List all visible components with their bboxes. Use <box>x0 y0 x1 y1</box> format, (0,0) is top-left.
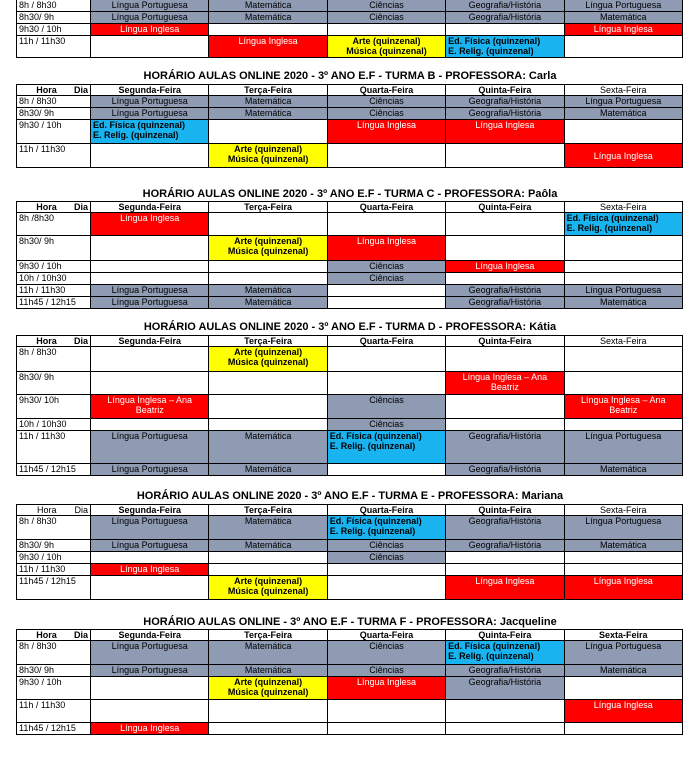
column-header: Quinta-Feira <box>446 336 564 347</box>
table-row <box>17 36 683 58</box>
hour-cell: 11h / 11h30 <box>17 431 91 464</box>
subject-line: E. Relig. (quinzenal) <box>448 46 534 56</box>
subject-cell <box>564 564 682 576</box>
subject-cell: Língua Portuguesa <box>564 431 682 464</box>
subject-cell: Língua Portuguesa <box>91 297 209 309</box>
hour-cell: 11h / 11h30 <box>17 285 91 297</box>
subject-line: E. Relig. (quinzenal) <box>448 651 534 661</box>
subject-cell: Ciências <box>327 273 445 285</box>
subject-cell <box>209 372 327 395</box>
table-row <box>17 464 683 476</box>
schedule-table <box>16 201 683 309</box>
column-header: Sexta-Feira <box>564 336 682 347</box>
subject-cell: Língua Inglesa <box>327 236 445 261</box>
table-row <box>17 723 683 735</box>
subject-cell: Matemática <box>564 540 682 552</box>
table-row <box>17 641 683 665</box>
subject-cell: Língua Inglesa <box>446 120 564 144</box>
hour-cell: 8h30/ 9h <box>17 665 91 677</box>
subject-cell <box>209 213 327 236</box>
subject-line: Música (quinzenal) <box>227 586 309 596</box>
column-header: Quarta-Feira <box>327 505 445 516</box>
subject-cell <box>564 36 682 58</box>
subject-cell: Geografia/História <box>446 431 564 464</box>
hour-cell: 11h45 / 12h15 <box>17 576 91 600</box>
subject-cell <box>91 273 209 285</box>
hour-cell: 9h30 / 10h <box>17 24 91 36</box>
table-row <box>17 576 683 600</box>
column-header-hour: Hora Dia <box>17 630 91 641</box>
subject-cell <box>209 273 327 285</box>
subject-cell: Ciências <box>327 261 445 273</box>
column-header: Quinta-Feira <box>446 202 564 213</box>
table-row <box>17 24 683 36</box>
subject-cell <box>327 700 445 723</box>
table-row <box>17 516 683 540</box>
subject-line: E. Relig. (quinzenal) <box>329 441 416 451</box>
hour-cell: 11h / 11h30 <box>17 700 91 723</box>
hour-cell: 9h30 / 10h <box>17 120 91 144</box>
column-header: Segunda-Feira <box>91 202 209 213</box>
subject-cell <box>209 144 327 168</box>
subject-cell: Língua Inglesa <box>209 36 327 58</box>
subject-line: Arte (quinzenal) <box>234 677 303 687</box>
hour-cell: 11h45 / 12h15 <box>17 464 91 476</box>
subject-cell <box>564 677 682 700</box>
subject-cell <box>446 700 564 723</box>
subject-cell: Matemática <box>209 96 327 108</box>
subject-cell <box>91 261 209 273</box>
subject-cell <box>91 372 209 395</box>
subject-cell: Matemática <box>209 12 327 24</box>
subject-cell: Língua Inglesa <box>91 723 209 735</box>
hour-cell: 8h / 8h30 <box>17 641 91 665</box>
column-header: Terça-Feira <box>209 202 327 213</box>
schedule-table <box>16 0 683 58</box>
column-header: Sexta-Feira <box>564 202 682 213</box>
subject-cell: Geografia/História <box>446 297 564 309</box>
subject-cell: Língua Inglesa <box>564 144 682 168</box>
schedule-table <box>16 629 683 735</box>
subject-cell <box>91 700 209 723</box>
column-header: Segunda-Feira <box>91 505 209 516</box>
table-row <box>17 419 683 431</box>
subject-cell: Ciências <box>327 12 445 24</box>
subject-cell: Geografia/História <box>446 12 564 24</box>
schedule-turma-e <box>16 504 683 600</box>
subject-cell: Geografia/História <box>446 516 564 540</box>
subject-cell <box>446 347 564 372</box>
hour-cell: 9h30 / 10h <box>17 677 91 700</box>
subject-cell: Língua Inglesa – Ana Beatriz <box>446 372 564 395</box>
subject-cell <box>209 564 327 576</box>
hour-cell: 11h / 11h30 <box>17 144 91 168</box>
subject-line: Música (quinzenal) <box>227 154 309 164</box>
subject-cell: Ciências <box>327 540 445 552</box>
subject-cell <box>327 723 445 735</box>
subject-cell: Geografia/História <box>446 540 564 552</box>
table-row <box>17 395 683 419</box>
column-header: Quarta-Feira <box>327 336 445 347</box>
column-header: Quinta-Feira <box>446 505 564 516</box>
page-title: HORÁRIO AULAS ONLINE 2020 - 3º ANO E.F - TURMA B - PROFESSORA: Carla <box>143 70 557 82</box>
subject-cell <box>91 144 209 168</box>
subject-cell <box>91 36 209 58</box>
subject-cell: Língua Portuguesa <box>91 96 209 108</box>
subject-cell: Ciências <box>327 96 445 108</box>
subject-cell: Matemática <box>209 108 327 120</box>
column-header: Quinta-Feira <box>446 630 564 641</box>
subject-cell: Matemática <box>209 665 327 677</box>
hour-cell: 8h30/ 9h <box>17 108 91 120</box>
subject-cell: Matemática <box>564 108 682 120</box>
hour-cell: 11h / 11h30 <box>17 564 91 576</box>
subject-cell <box>446 723 564 735</box>
subject-cell <box>327 213 445 236</box>
subject-cell <box>209 236 327 261</box>
column-header: Quarta-Feira <box>327 202 445 213</box>
subject-cell: Matemática <box>209 641 327 665</box>
subject-cell: Ciências <box>327 419 445 431</box>
subject-cell <box>327 516 445 540</box>
header-row <box>17 630 683 641</box>
subject-cell <box>446 273 564 285</box>
subject-cell <box>564 273 682 285</box>
subject-cell <box>91 236 209 261</box>
header-row <box>17 505 683 516</box>
subject-cell: Língua Portuguesa <box>91 516 209 540</box>
schedule-turma-d <box>16 335 683 476</box>
subject-cell: Língua Inglesa <box>91 213 209 236</box>
subject-line: Música (quinzenal) <box>227 687 309 697</box>
subject-cell <box>91 677 209 700</box>
subject-cell: Matemática <box>564 665 682 677</box>
subject-cell: Ciências <box>327 665 445 677</box>
hour-cell: 8h30/ 9h <box>17 236 91 261</box>
subject-line: Arte (quinzenal) <box>234 236 303 246</box>
subject-cell <box>446 36 564 58</box>
table-row <box>17 96 683 108</box>
subject-line: Ed. Física (quinzenal) <box>448 641 541 651</box>
subject-cell <box>564 347 682 372</box>
subject-cell: Ciências <box>327 0 445 12</box>
subject-cell <box>446 641 564 665</box>
column-header-hour: Hora Dia <box>17 505 91 516</box>
subject-cell <box>327 347 445 372</box>
subject-cell: Matemática <box>564 12 682 24</box>
subject-cell: Matemática <box>209 0 327 12</box>
subject-cell <box>209 552 327 564</box>
subject-cell <box>446 419 564 431</box>
subject-cell <box>327 36 445 58</box>
subject-line: Música (quinzenal) <box>346 46 427 56</box>
subject-cell: Matemática <box>209 540 327 552</box>
hour-cell: 8h30/ 9h <box>17 372 91 395</box>
subject-cell: Língua Portuguesa <box>91 0 209 12</box>
subject-cell: Língua Inglesa <box>564 576 682 600</box>
subject-cell: Matemática <box>564 464 682 476</box>
column-header: Sexta-Feira <box>564 85 682 96</box>
hour-cell: 8h / 8h30 <box>17 516 91 540</box>
subject-cell: Língua Portuguesa <box>91 12 209 24</box>
subject-cell <box>209 347 327 372</box>
subject-line: E. Relig. (quinzenal) <box>566 223 653 233</box>
subject-cell: Matemática <box>209 285 327 297</box>
subject-cell <box>209 120 327 144</box>
subject-cell: Matemática <box>209 516 327 540</box>
column-header: Quarta-Feira <box>327 85 445 96</box>
subject-cell <box>209 395 327 419</box>
table-row <box>17 347 683 372</box>
subject-cell: Geografia/História <box>446 108 564 120</box>
subject-cell <box>564 372 682 395</box>
table-row <box>17 297 683 309</box>
subject-cell: Matemática <box>209 464 327 476</box>
page-title: HORÁRIO AULAS ONLINE 2020 - 3º ANO E.F - TURMA C - PROFESSORA: Paôla <box>142 188 558 200</box>
subject-cell <box>327 431 445 464</box>
subject-cell: Geografia/História <box>446 464 564 476</box>
subject-line: Música (quinzenal) <box>227 357 309 367</box>
subject-cell <box>446 24 564 36</box>
subject-cell <box>327 24 445 36</box>
subject-cell <box>327 144 445 168</box>
hour-cell: 8h /8h30 <box>17 213 91 236</box>
page-title: HORÁRIO AULAS ONLINE 2020 - 3º ANO E.F - TURMA E - PROFESSORA: Mariana <box>136 490 564 502</box>
table-row <box>17 213 683 236</box>
subject-cell: Língua Inglesa – Ana Beatriz <box>91 395 209 419</box>
subject-cell: Língua Portuguesa <box>91 665 209 677</box>
subject-cell <box>327 564 445 576</box>
subject-cell: Geografia/História <box>446 0 564 12</box>
subject-cell: Língua Portuguesa <box>91 108 209 120</box>
subject-line: Arte (quinzenal) <box>234 576 303 586</box>
column-header: Segunda-Feira <box>91 630 209 641</box>
page-title: HORÁRIO AULAS ONLINE - 3º ANO E.F - TURMA F - PROFESSORA: Jacqueline <box>143 616 557 628</box>
subject-cell <box>446 552 564 564</box>
subject-cell <box>91 347 209 372</box>
subject-line: E. Relig. (quinzenal) <box>93 130 179 140</box>
table-row <box>17 261 683 273</box>
subject-line: Ed. Física (quinzenal) <box>329 431 422 441</box>
subject-cell <box>446 144 564 168</box>
table-row <box>17 677 683 700</box>
header-row <box>17 336 683 347</box>
page-title: HORÁRIO AULAS ONLINE 2020 - 3º ANO E.F - TURMA D - PROFESSORA: Kátia <box>143 321 557 333</box>
table-row <box>17 0 683 12</box>
table-row <box>17 431 683 464</box>
subject-cell <box>564 261 682 273</box>
schedule-table <box>16 504 683 600</box>
subject-cell: Língua Portuguesa <box>564 96 682 108</box>
hour-cell: 8h / 8h30 <box>17 347 91 372</box>
subject-cell: Língua Portuguesa <box>564 641 682 665</box>
subject-cell: Geografia/História <box>446 285 564 297</box>
subject-cell <box>209 723 327 735</box>
header-row <box>17 202 683 213</box>
subject-cell <box>209 700 327 723</box>
subject-cell <box>209 576 327 600</box>
table-row <box>17 236 683 261</box>
table-row <box>17 120 683 144</box>
hour-cell: 9h30/ 10h <box>17 395 91 419</box>
subject-line: Ed. Física (quinzenal) <box>329 516 422 526</box>
table-row <box>17 12 683 24</box>
table-row <box>17 273 683 285</box>
subject-line: Arte (quinzenal) <box>234 144 303 154</box>
table-row <box>17 372 683 395</box>
subject-cell: Língua Inglesa – Ana Beatriz <box>564 395 682 419</box>
column-header: Terça-Feira <box>209 336 327 347</box>
subject-cell <box>91 120 209 144</box>
subject-cell <box>564 552 682 564</box>
subject-cell <box>564 723 682 735</box>
subject-line: Arte (quinzenal) <box>352 36 421 46</box>
subject-cell: Língua Portuguesa <box>91 464 209 476</box>
subject-cell <box>327 285 445 297</box>
subject-cell: Matemática <box>564 297 682 309</box>
hour-cell: 11h45 / 12h15 <box>17 297 91 309</box>
subject-cell <box>446 213 564 236</box>
subject-cell: Língua Inglesa <box>327 120 445 144</box>
subject-cell <box>91 576 209 600</box>
subject-cell: Geografia/História <box>446 665 564 677</box>
column-header: Quarta-Feira <box>327 630 445 641</box>
subject-line: Ed. Física (quinzenal) <box>93 120 186 130</box>
hour-cell: 11h45 / 12h15 <box>17 723 91 735</box>
subject-cell: Língua Portuguesa <box>564 0 682 12</box>
subject-cell: Língua Inglesa <box>91 24 209 36</box>
schedule-turma-a <box>16 0 683 58</box>
subject-cell: Ciências <box>327 108 445 120</box>
schedule-table <box>16 84 683 168</box>
column-header: Sexta-Feira <box>564 630 682 641</box>
subject-cell: Língua Portuguesa <box>91 431 209 464</box>
subject-cell: Matemática <box>209 431 327 464</box>
subject-cell <box>209 677 327 700</box>
subject-cell <box>209 261 327 273</box>
subject-cell: Língua Portuguesa <box>91 641 209 665</box>
hour-cell: 8h / 8h30 <box>17 0 91 12</box>
subject-cell: Língua Inglesa <box>564 24 682 36</box>
hour-cell: 8h30/ 9h <box>17 12 91 24</box>
subject-cell <box>327 464 445 476</box>
schedule-turma-b <box>16 84 683 168</box>
subject-cell <box>327 576 445 600</box>
hour-cell: 9h30 / 10h <box>17 261 91 273</box>
hour-cell: 10h / 10h30 <box>17 419 91 431</box>
subject-cell: Língua Inglesa <box>446 261 564 273</box>
subject-cell <box>564 419 682 431</box>
subject-cell <box>446 564 564 576</box>
subject-cell <box>446 236 564 261</box>
subject-cell <box>564 236 682 261</box>
subject-line: Arte (quinzenal) <box>234 347 303 357</box>
subject-cell: Língua Inglesa <box>564 700 682 723</box>
subject-cell <box>91 419 209 431</box>
subject-cell: Ciências <box>327 552 445 564</box>
column-header: Quinta-Feira <box>446 85 564 96</box>
table-row <box>17 540 683 552</box>
table-row <box>17 285 683 297</box>
schedule-turma-c <box>16 201 683 309</box>
subject-cell: Ciências <box>327 395 445 419</box>
table-row <box>17 144 683 168</box>
subject-cell <box>209 419 327 431</box>
table-row <box>17 665 683 677</box>
subject-cell <box>327 372 445 395</box>
subject-cell: Língua Portuguesa <box>564 516 682 540</box>
hour-cell: 8h / 8h30 <box>17 96 91 108</box>
table-row <box>17 700 683 723</box>
subject-cell: Língua Portuguesa <box>91 540 209 552</box>
subject-line: E. Relig. (quinzenal) <box>329 526 416 536</box>
subject-line: Ed. Física (quinzenal) <box>566 213 659 223</box>
subject-cell: Língua Inglesa <box>327 677 445 700</box>
schedule-table <box>16 335 683 476</box>
subject-cell <box>564 120 682 144</box>
hour-cell: 10h / 10h30 <box>17 273 91 285</box>
subject-cell: Geografia/História <box>446 677 564 700</box>
column-header: Terça-Feira <box>209 505 327 516</box>
subject-cell <box>327 297 445 309</box>
table-row <box>17 108 683 120</box>
subject-cell <box>446 395 564 419</box>
column-header: Terça-Feira <box>209 85 327 96</box>
column-header-hour: Hora Dia <box>17 202 91 213</box>
hour-cell: 11h / 11h30 <box>17 36 91 58</box>
hour-cell: 9h30 / 10h <box>17 552 91 564</box>
subject-cell: Língua Inglesa <box>446 576 564 600</box>
subject-line: Música (quinzenal) <box>227 246 309 256</box>
column-header: Sexta-Feira <box>564 505 682 516</box>
subject-cell: Ciências <box>327 641 445 665</box>
subject-cell: Língua Inglesa <box>91 564 209 576</box>
header-row <box>17 85 683 96</box>
column-header-hour: Hora Dia <box>17 336 91 347</box>
hour-cell: 8h30/ 9h <box>17 540 91 552</box>
subject-cell: Geografia/História <box>446 96 564 108</box>
subject-cell <box>209 24 327 36</box>
subject-cell <box>564 213 682 236</box>
column-header: Segunda-Feira <box>91 85 209 96</box>
schedule-turma-f <box>16 629 683 735</box>
column-header: Terça-Feira <box>209 630 327 641</box>
subject-line: Ed. Física (quinzenal) <box>448 36 541 46</box>
subject-cell: Língua Portuguesa <box>91 285 209 297</box>
subject-cell <box>91 552 209 564</box>
column-header: Segunda-Feira <box>91 336 209 347</box>
subject-cell: Língua Portuguesa <box>564 285 682 297</box>
column-header-hour: Hora Dia <box>17 85 91 96</box>
subject-cell: Matemática <box>209 297 327 309</box>
table-row <box>17 552 683 564</box>
table-row <box>17 564 683 576</box>
